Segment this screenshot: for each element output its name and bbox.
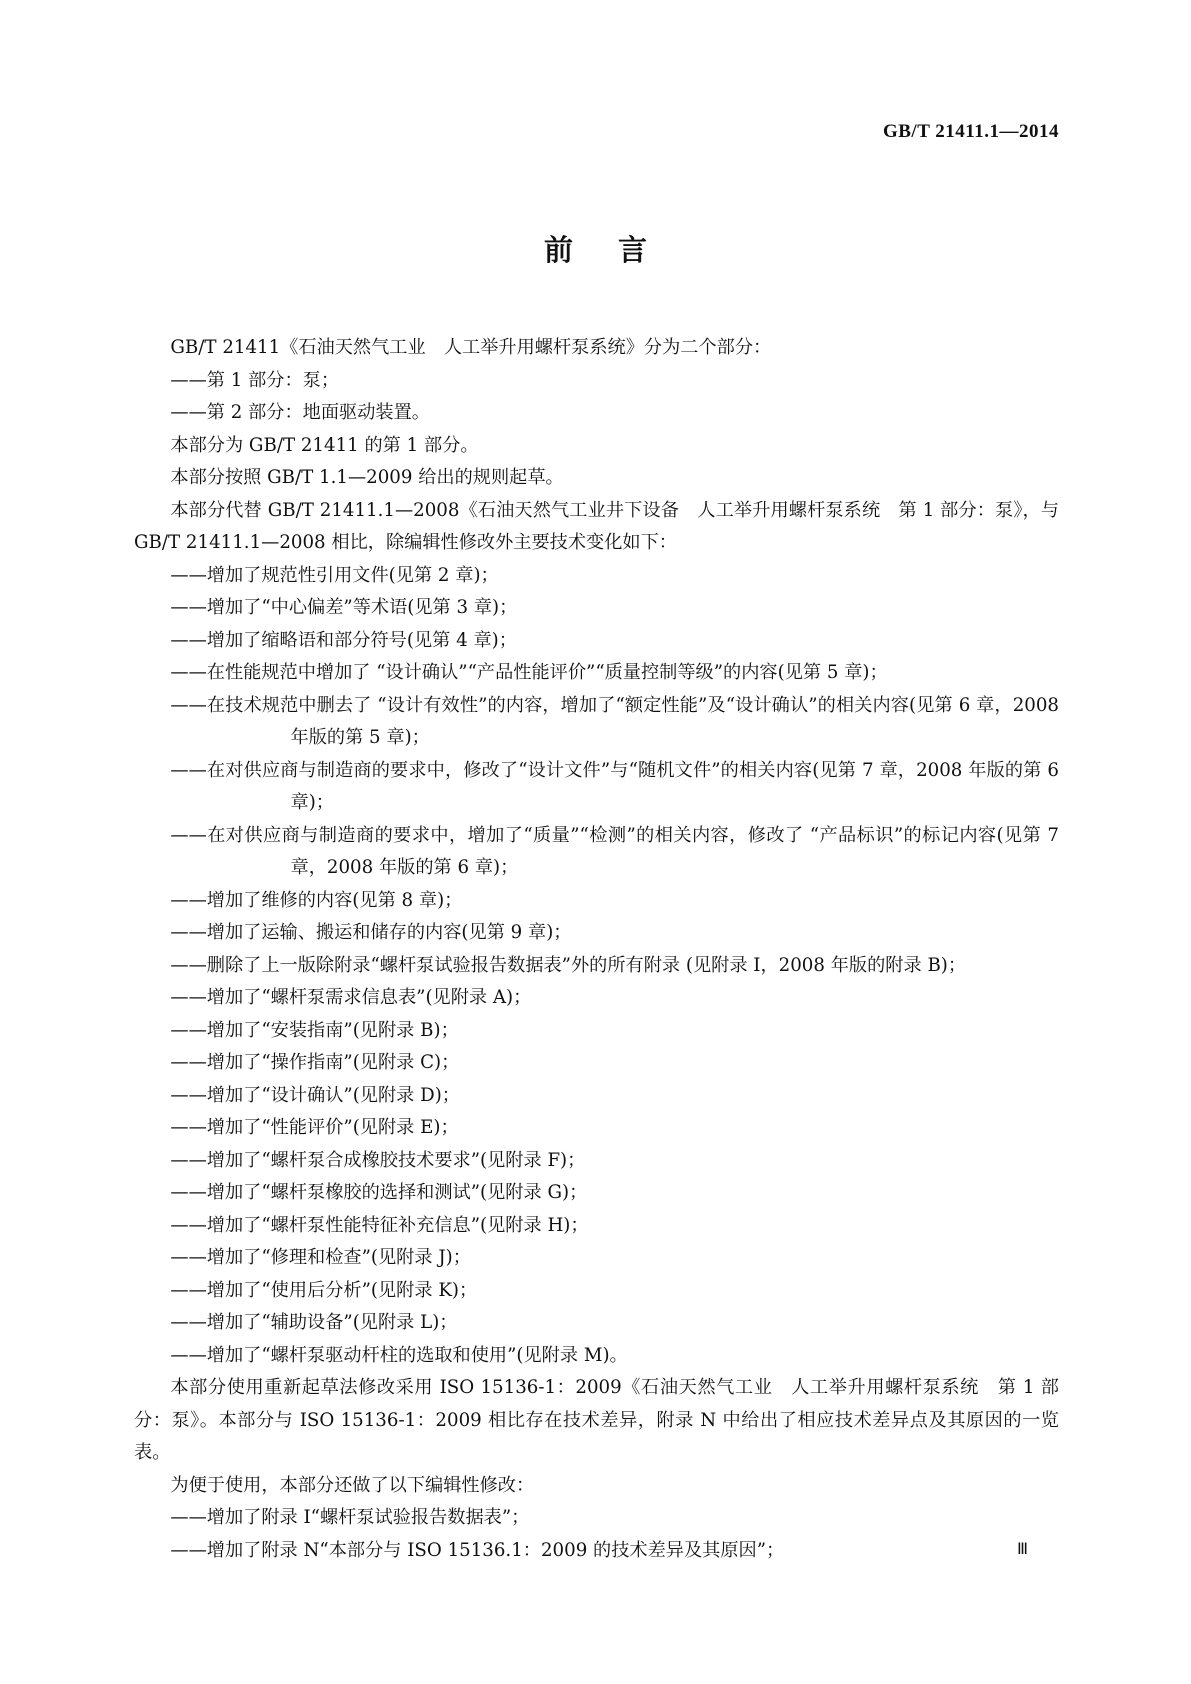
list-item: ——增加了“辅助设备”(见附录 L)； xyxy=(170,1312,458,1333)
paragraph: 本部分使用重新起草法修改采用 ISO 15136-1：2009《石油天然气工业 人工举升用螺杆泵系统 第 1 部分：泵》。本部分与 ISO 15136-1：2009 相比存在技术差异，附录 N 中给出了相应技术差异点及其原因的一览表。 xyxy=(134,1377,1059,1463)
list-item: ——增加了“修理和检查”(见附录 J)； xyxy=(170,1247,471,1268)
paragraph: 为便于使用，本部分还做了以下编辑性修改： xyxy=(170,1474,535,1496)
list-item: ——在对供应商与制造商的要求中，增加了“质量”“检测”的相关内容，修改了 “产品标识”的标记内容(见第 7 章，2008 年版的第 6 章)； xyxy=(170,824,1059,878)
list-item: ——第 2 部分：地面驱动装置。 xyxy=(170,402,430,423)
preface-body xyxy=(134,332,1059,1567)
list-item: ——增加了“中心偏差”等术语(见第 3 章)； xyxy=(170,597,518,618)
list-item: ——增加了“螺杆泵需求信息表”(见附录 A)； xyxy=(170,987,532,1008)
paragraph: 本部分按照 GB/T 1.1—2009 给出的规则起草。 xyxy=(170,467,564,488)
list-item: ——第 1 部分：泵； xyxy=(170,369,340,391)
list-item: ——增加了“螺杆泵驱动杆柱的选取和使用”(见附录 M)。 xyxy=(170,1344,628,1366)
paragraph: GB/T 21411《石油天然气工业 人工举升用螺杆泵系统》分为二个部分： xyxy=(170,337,772,358)
page-title: 前言 xyxy=(543,233,692,267)
list-item: ——增加了“设计确认”(见附录 D)； xyxy=(170,1084,460,1106)
list-item: ——增加了“使用后分析”(见附录 K)； xyxy=(170,1279,478,1301)
paragraph: 本部分为 GB/T 21411 的第 1 部分。 xyxy=(170,434,479,456)
standard-code: GB/T 21411.1—2014 xyxy=(882,121,1059,142)
list-item: ——增加了附录 I“螺杆泵试验报告数据表”； xyxy=(170,1507,530,1528)
list-item: ——增加了缩略语和部分符号(见第 4 章)； xyxy=(170,629,517,651)
list-item: ——增加了运输、搬运和储存的内容(见第 9 章)； xyxy=(170,922,572,943)
list-item: ——增加了“螺杆泵橡胶的选择和测试”(见附录 G)； xyxy=(170,1182,588,1203)
list-item: ——在对供应商与制造商的要求中，修改了“设计文件”与“随机文件”的相关内容(见第 7 章，2008 年版的第 6 章)； xyxy=(170,759,1059,813)
list-item: ——增加了“性能评价”(见附录 E)； xyxy=(170,1117,459,1138)
list-item: ——在性能规范中增加了 “设计确认”“产品性能评价”“质量控制等级”的内容(见第 5 章)； xyxy=(170,662,888,683)
list-item: ——删除了上一版除附录“螺杆泵试验报告数据表”外的所有附录 (见附录 I，2008 年版的附录 B)； xyxy=(170,954,967,976)
list-item: ——增加了“安装指南”(见附录 B)； xyxy=(170,1019,459,1041)
list-item: ——增加了附录 N“本部分与 ISO 15136.1：2009 的技术差异及其原因”； xyxy=(170,1539,785,1561)
list-item: ——增加了规范性引用文件(见第 2 章)； xyxy=(170,564,499,586)
list-item: ——增加了维修的内容(见第 8 章)； xyxy=(170,889,463,911)
list-item: ——增加了“螺杆泵合成橡胶技术要求”(见附录 F)； xyxy=(170,1149,586,1171)
page-number: Ⅲ xyxy=(1016,1541,1027,1558)
paragraph: 本部分代替 GB/T 21411.1—2008《石油天然气工业井下设备 人工举升用螺杆泵系统 第 1 部分：泵》，与 GB/T 21411.1—2008 相比，除编辑性修改外主要技术变化如下： xyxy=(134,499,1059,553)
list-item: ——增加了“操作指南”(见附录 C)； xyxy=(170,1052,460,1073)
list-item: ——在技术规范中删去了 “设计有效性”的内容，增加了“额定性能”及“设计确认”的相关内容(见第 6 章，2008 年版的第 5 章)； xyxy=(170,694,1059,748)
list-item: ——增加了“螺杆泵性能特征补充信息”(见附录 H)； xyxy=(170,1214,589,1236)
